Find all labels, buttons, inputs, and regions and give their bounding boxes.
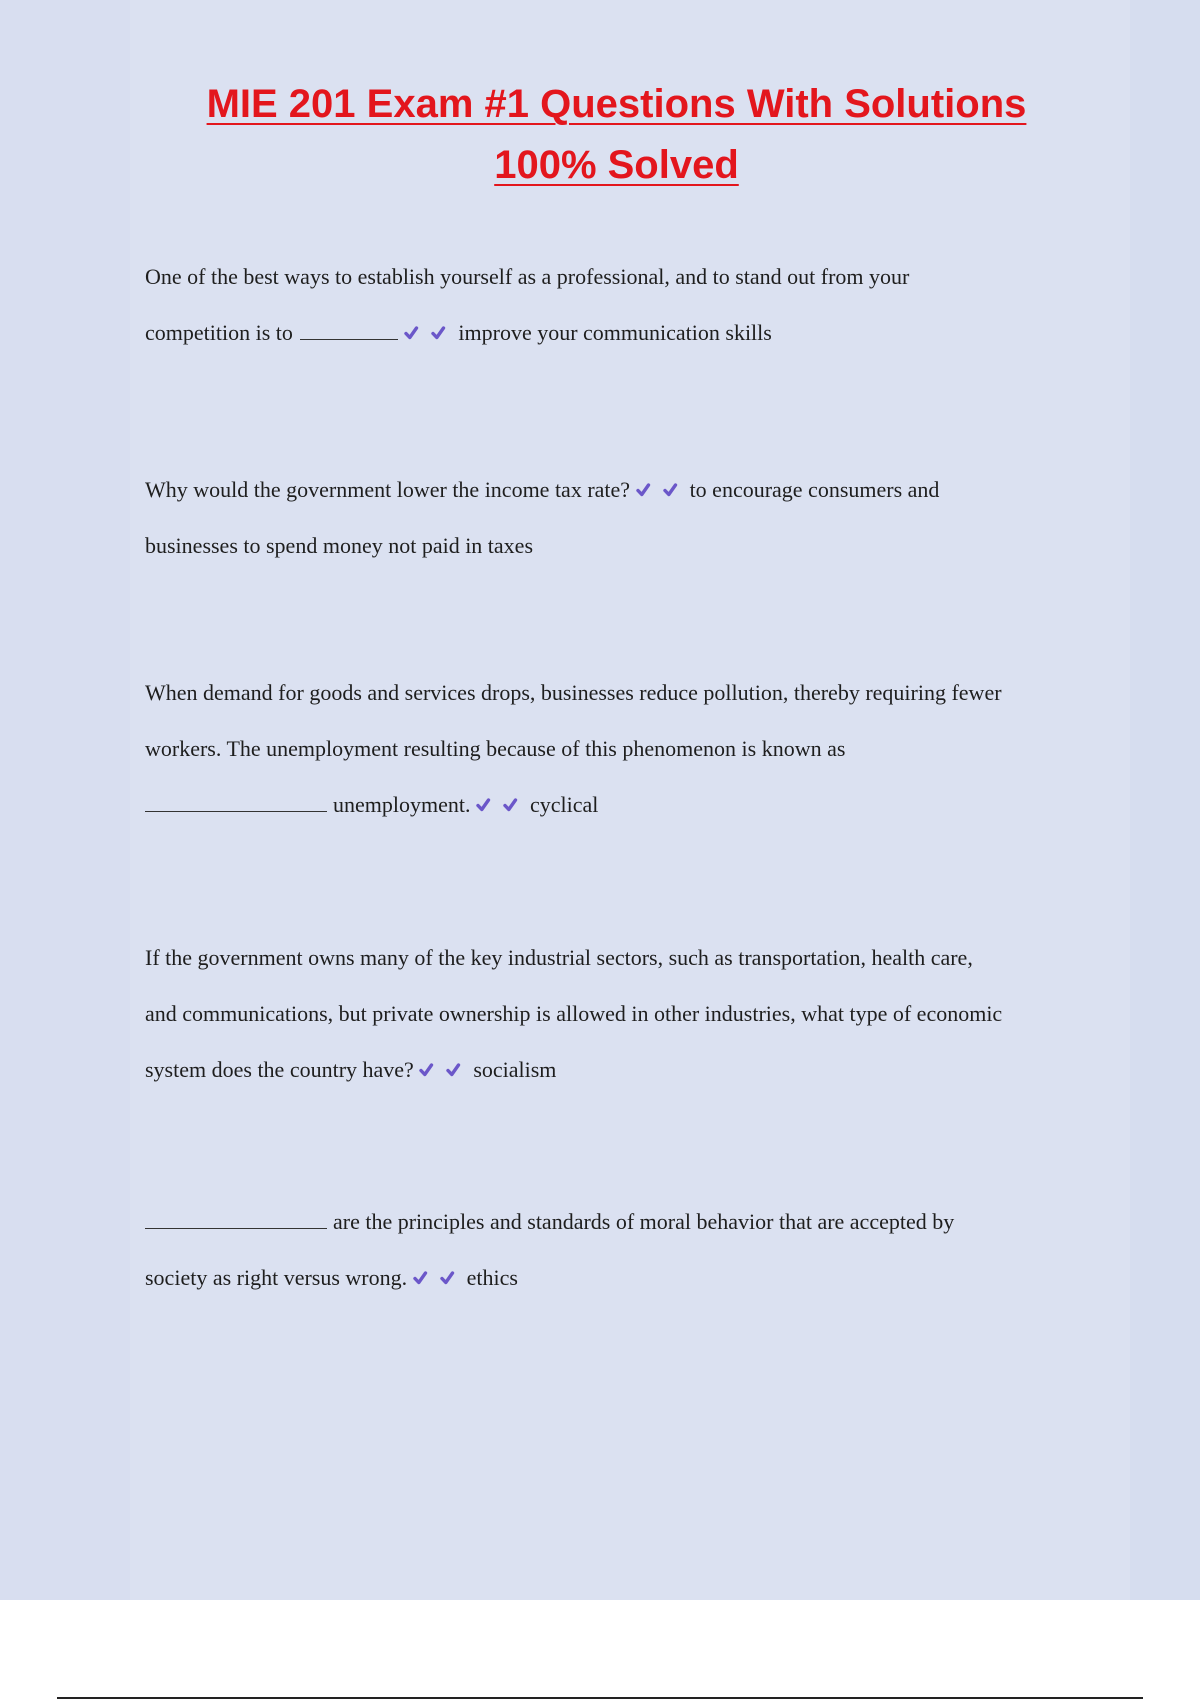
answer-blank [145,1210,327,1229]
page-edge-right [1130,0,1200,1600]
check-icon [636,481,663,499]
question-text: competition is to [145,320,293,345]
question-text: workers. The unemployment resulting because of this phenomenon is known as [145,736,846,761]
document-title [140,74,1093,196]
question-text: Why would the government lower the income tax rate? [145,477,631,502]
question-text: unemployment. [333,792,471,817]
question-text: When demand for goods and services drops, businesses reduce pollution, thereby requiring fewer [145,680,1002,705]
answer-text: to encourage consumers and [689,477,940,502]
answer-text: ethics [466,1265,518,1290]
page-edge-left [0,0,130,1600]
check-icon [663,481,690,499]
check-icon [440,1269,467,1287]
title-line-1: MIE 201 Exam #1 Questions With Solutions [206,82,1027,126]
answer-text: cyclical [529,792,599,817]
answer-text: businesses to spend money not paid in taxes [145,533,534,558]
question-text: society as right versus wrong. [145,1265,408,1290]
question-4 [145,930,1105,1098]
answer-text: socialism [473,1057,557,1082]
question-5 [145,1194,1105,1306]
footer-divider [57,1697,1143,1699]
question-text: are the principles and standards of moral behavior that are accepted by [333,1209,955,1234]
question-text: and communications, but private ownership is allowed in other industries, what type of economic [145,1001,1003,1026]
check-icon [476,796,503,814]
title-line-2: 100% Solved [494,143,739,187]
question-line [145,305,1105,361]
question-3 [145,665,1105,833]
question-line [145,1194,1105,1250]
question-text: One of the best ways to establish yourself as a professional, and to stand out from your [145,264,910,289]
question-line [145,1042,1105,1098]
check-icon [419,1061,446,1079]
check-icon [431,324,458,342]
answer-blank [145,793,327,812]
question-line [145,1250,1105,1306]
check-icon [503,796,530,814]
check-icon [413,1269,440,1287]
question-line [145,462,1105,518]
check-icon [446,1061,473,1079]
question-2 [145,462,1105,574]
question-line [145,777,1105,833]
check-icon [404,324,431,342]
question-1 [145,249,1105,361]
question-text: system does the country have? [145,1057,414,1082]
question-text: If the government owns many of the key industrial sectors, such as transportation, health care, [145,945,973,970]
answer-text: improve your communication skills [458,320,772,345]
answer-blank [300,321,398,340]
